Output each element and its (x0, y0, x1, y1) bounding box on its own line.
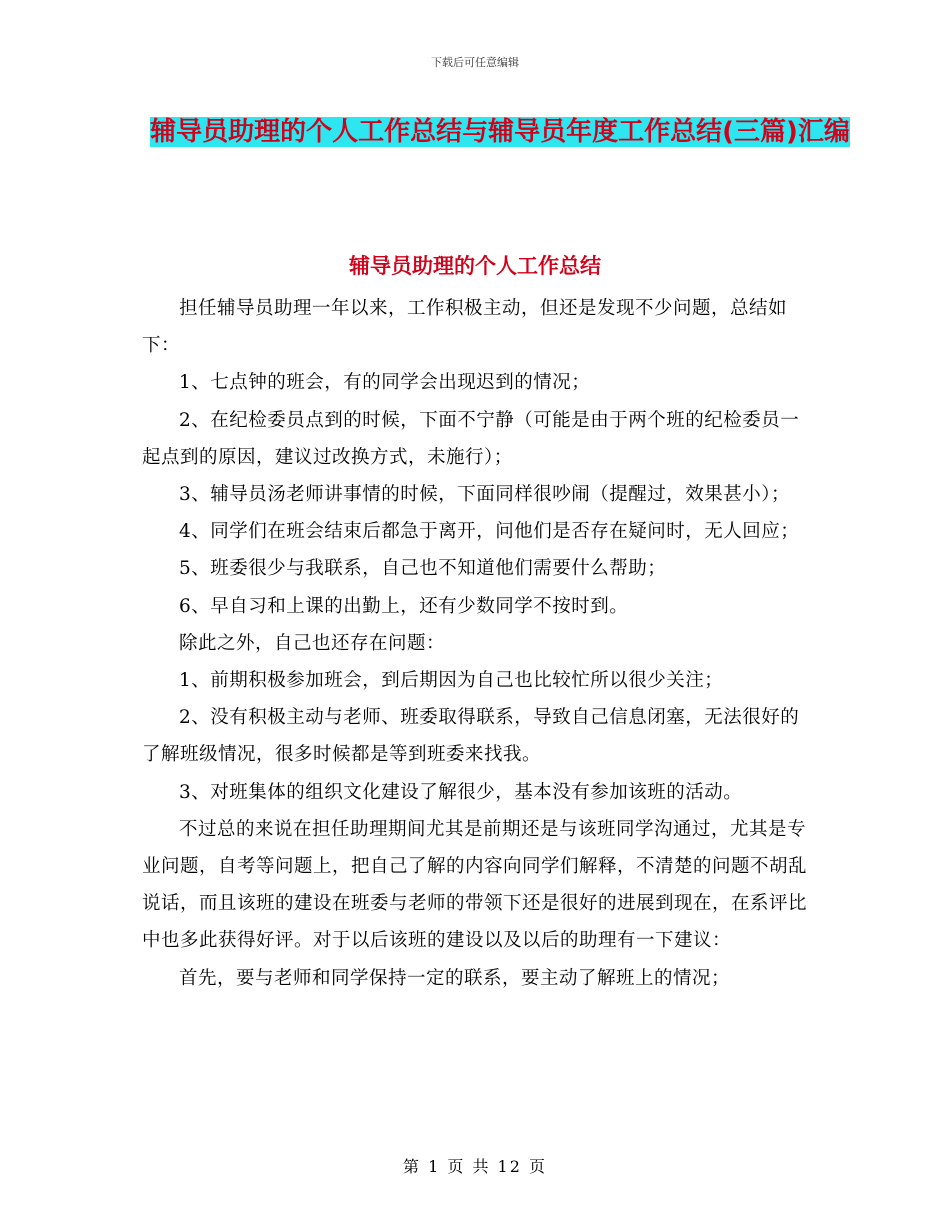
section-title: 辅导员助理的个人工作总结 (349, 254, 601, 278)
paragraph: 1、七点钟的班会，有的同学会出现迟到的情况； (179, 372, 591, 394)
paragraph: 5、班委很少与我联系，自己也不知道他们需要什么帮助； (179, 558, 667, 580)
paragraph: 首先，要与老师和同学保持一定的联系，要主动了解班上的情况； (179, 967, 731, 989)
paragraph: 2、没有积极主动与老师、班委取得联系，导致自己信息闭塞，无法很好的了解班级情况，很多时候都是等到班委来找我。 (142, 707, 800, 766)
document-body (142, 290, 812, 997)
document-title (150, 110, 850, 154)
document-title-text: 辅导员助理的个人工作总结与辅导员年度工作总结(三篇)汇编 (150, 117, 850, 147)
paragraph: 3、对班集体的组织文化建设了解很少，基本没有参加该班的活动。 (179, 781, 743, 803)
paragraph: 不过总的来说在担任助理期间尤其是前期还是与该班同学沟通过，尤其是专业问题，自考等问题上，把自己了解的内容向同学们解释，不清楚的问题不胡乱说话，而且该班的建设在班委与老师的带领下还是很好的进展到现在，在系评比中也多此获得好评。对于以后该班的建设以及以后的助理有一下建议： (142, 818, 808, 952)
paragraph: 3、辅导员汤老师讲事情的时候，下面同样很吵闹（提醒过，效果甚小）； (179, 484, 791, 506)
paragraph: 担任辅导员助理一年以来，工作积极主动，但还是发现不少问题，总结如下： (142, 298, 788, 357)
paragraph: 2、在纪检委员点到的时候，下面不宁静（可能是由于两个班的纪检委员一起点到的原因，建议过改换方式，未施行）； (142, 409, 800, 468)
paragraph: 6、早自习和上课的出勤上，还有少数同学不按时到。 (179, 595, 629, 617)
paragraph: 1、前期积极参加班会，到后期因为自己也比较忙所以很少关注； (179, 670, 724, 692)
page-footer: 第 1 页 共 12 页 (403, 1157, 547, 1176)
header-note: 下载后可任意编辑 (431, 56, 519, 69)
paragraph: 4、同学们在班会结束后都急于离开，问他们是否存在疑问时，无人回应； (179, 521, 800, 543)
paragraph: 除此之外，自己也还存在问题： (179, 632, 446, 654)
